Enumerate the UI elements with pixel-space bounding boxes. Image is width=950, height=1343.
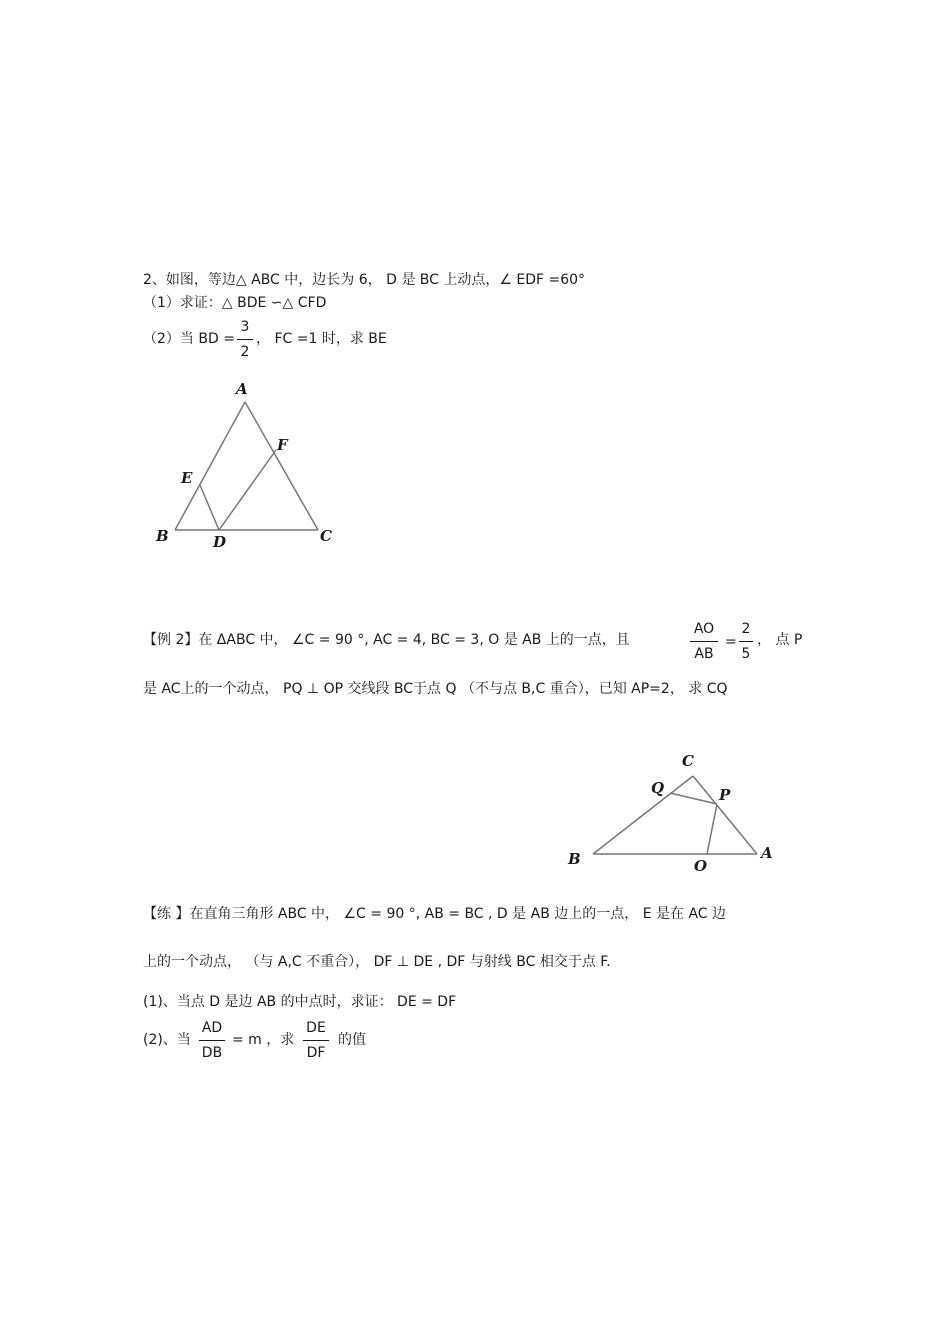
practice-part1: (1)、当点 D 是边 AB 的中点时，求证： DE = DF — [143, 994, 457, 1010]
practice-part2-suffix: 的值 — [338, 1032, 366, 1048]
label-b: B — [568, 850, 581, 868]
practice-statement-line1: 【练 】在直角三角形 ABC 中， ∠C = 90 °, AB = BC , D 是 AB 边上的一点， E 是在 AC 边 — [143, 906, 726, 922]
fraction-bar — [739, 641, 753, 642]
ad-db-fraction — [199, 1019, 225, 1062]
ab-denominator: AB — [694, 646, 714, 662]
practice-part2-prefix: (2)、当 — [143, 1032, 191, 1048]
label-o: O — [694, 857, 708, 875]
de-numerator: DE — [306, 1020, 326, 1036]
segment-qp — [670, 793, 717, 804]
db-denominator: DB — [201, 1045, 223, 1061]
practice-part2-middle: = m ，求 — [232, 1032, 295, 1048]
label-q: Q — [651, 779, 665, 797]
bd-fraction-numerator: 3 — [240, 319, 250, 335]
example2-statement-part2: ， 点 P — [757, 632, 803, 648]
ao-numerator: AO — [693, 621, 715, 637]
problem2-part2-suffix: ， FC =1 时，求 BE — [256, 331, 387, 347]
label-d: D — [213, 533, 227, 551]
fraction-bar — [237, 339, 253, 340]
ao-ab-fraction — [690, 620, 718, 663]
two-numerator: 2 — [741, 621, 751, 637]
label-a: A — [761, 844, 773, 862]
segment-po — [707, 804, 717, 854]
problem2-part2-prefix: （2）当 BD = — [143, 331, 235, 347]
segment-df — [219, 450, 276, 530]
problem2-statement: 2、如图，等边△ ABC 中，边长为 6， D 是 BC 上动点，∠ EDF =60° — [143, 272, 586, 288]
segment-de — [200, 485, 219, 530]
label-c: C — [682, 752, 694, 770]
right-triangle-figure — [560, 740, 790, 880]
label-f: F — [277, 436, 288, 454]
example2-statement-part1: 【例 2】在 ΔABC 中， ∠C = 90 °, AC = 4, BC = 3, O 是 AB 上的一点，且 — [143, 632, 630, 648]
side-cb — [593, 776, 693, 854]
equals-sign: = — [725, 634, 737, 650]
fraction-bar — [303, 1040, 329, 1041]
five-denominator: 5 — [741, 646, 751, 662]
equilateral-triangle-figure — [140, 370, 360, 560]
de-df-fraction — [303, 1019, 329, 1062]
two-fifths-fraction — [739, 620, 753, 663]
bd-fraction-denominator: 2 — [240, 344, 250, 360]
side-ac — [245, 402, 318, 530]
label-a: A — [236, 380, 248, 398]
label-p: P — [719, 786, 731, 804]
ad-numerator: AD — [201, 1020, 223, 1036]
label-b: B — [156, 527, 169, 545]
label-c: C — [320, 527, 332, 545]
fraction-bar — [690, 641, 718, 642]
bd-fraction — [237, 318, 253, 361]
label-e: E — [181, 469, 193, 487]
side-ab — [175, 402, 245, 530]
example2-statement-line2: 是 AC上的一个动点， PQ ⊥ OP 交线段 BC于点 Q （不与点 B,C 重合），已知 AP=2， 求 CQ — [143, 681, 728, 697]
df-denominator: DF — [306, 1045, 326, 1061]
problem2-part1: （1）求证：△ BDE ∽△ CFD — [143, 295, 327, 311]
practice-statement-line2: 上的一个动点， （与 A,C 不重合）， DF ⊥ DE , DF 与射线 BC 相交于点 F. — [143, 954, 611, 970]
fraction-bar — [199, 1040, 225, 1041]
